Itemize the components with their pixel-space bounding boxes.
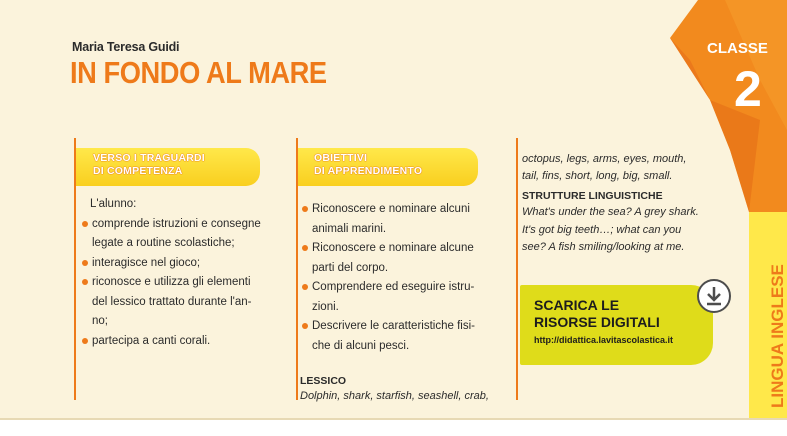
list-item: partecipa a canti corali. <box>80 332 280 352</box>
author-name: Maria Teresa Guidi <box>72 40 180 54</box>
strutture-label: STRUTTURE LINGUISTICHE <box>522 190 663 202</box>
list-item: Riconoscere e nominare alcuni animali marini. <box>300 200 490 239</box>
list-item: riconosce e utilizza gli elementi del lessico trattato durante l'an- no; <box>80 273 280 332</box>
list-item: interagisce nel gioco; <box>80 254 280 274</box>
list-item: Descrivere le caratteristiche fisi- che di alcuni pesci. <box>300 317 490 356</box>
classe-label: CLASSE <box>707 40 768 57</box>
lessico-label: LESSICO <box>300 375 347 387</box>
list-item: comprende istruzioni e consegne legate a routine scolastiche; <box>80 215 280 254</box>
strutture-text: What's under the sea? A grey shark. It's got big teeth…; what can you see? A fish smiling/looking at me. <box>522 206 699 253</box>
download-link[interactable]: http://didattica.lavitascolastica.it <box>534 335 674 345</box>
obiettivi-list <box>300 200 490 356</box>
page-title: IN FONDO AL MARE <box>70 55 327 90</box>
classe-number: 2 <box>734 61 762 117</box>
subject-label: LINGUA INGLESE <box>768 264 787 408</box>
column3-divider <box>516 138 518 400</box>
tab-traguardi-label: VERSO I TRAGUARDI DI COMPETENZA <box>93 152 205 177</box>
tab-obiettivi-label: OBIETTIVI DI APPRENDIMENTO <box>314 152 423 177</box>
list-item: Comprendere ed eseguire istru- zioni. <box>300 278 490 317</box>
lessico-text: Dolphin, shark, starfish, seashell, crab, <box>300 390 489 402</box>
download-icon[interactable] <box>697 279 731 313</box>
traguardi-intro: L'alunno: <box>90 198 137 210</box>
traguardi-list <box>80 195 280 351</box>
bottom-margin <box>0 420 787 436</box>
download-title: SCARICA LE RISORSE DIGITALI <box>534 297 660 330</box>
list-item: Riconoscere e nominare alcune parti del corpo. <box>300 239 490 278</box>
lessico-continued: octopus, legs, arms, eyes, mouth, tail, fins, short, long, big, small. <box>522 153 687 182</box>
